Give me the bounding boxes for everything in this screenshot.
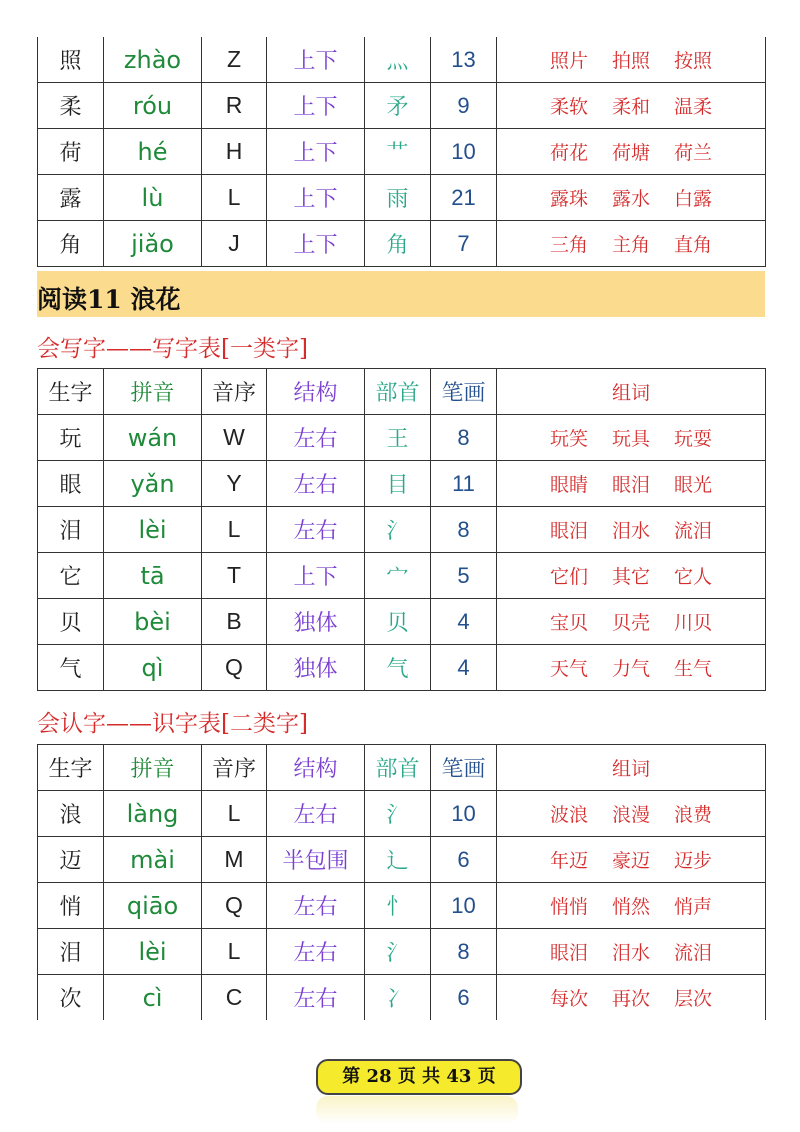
header-strokes: 笔画: [431, 745, 497, 791]
cell-char: 角: [38, 221, 104, 267]
cell-order: H: [202, 129, 267, 175]
char-table-write: [37, 368, 766, 691]
cell-char: 露: [38, 175, 104, 221]
section-write-title: 会写字——写字表[一类字]: [37, 336, 308, 362]
cell-radical: 氵: [365, 929, 431, 975]
cell-pinyin: qiāo: [104, 883, 202, 929]
cell-pinyin: lèi: [104, 929, 202, 975]
page-indicator-reflection: [316, 1096, 518, 1124]
word-item: 每次: [549, 988, 588, 1010]
cell-structure: 上下: [267, 553, 365, 599]
header-radical: 部首: [365, 745, 431, 791]
word-item: 泪水: [611, 942, 650, 964]
table-row: [38, 791, 766, 837]
word-item: 天气: [549, 658, 588, 680]
cell-char: 贝: [38, 599, 104, 645]
word-item: 宝贝: [549, 612, 588, 634]
cell-words: [497, 975, 766, 1021]
header-order: 音序: [202, 745, 267, 791]
cell-strokes: 8: [431, 415, 497, 461]
cell-words: [497, 791, 766, 837]
word-item: 玩具: [611, 428, 650, 450]
cell-order: L: [202, 791, 267, 837]
word-item: 眼泪: [549, 942, 588, 964]
cell-radical: 灬: [365, 37, 431, 83]
cell-char: 照: [38, 37, 104, 83]
cell-structure: 左右: [267, 883, 365, 929]
cell-words: [497, 553, 766, 599]
word-item: 迈步: [674, 850, 713, 872]
cell-order: Q: [202, 645, 267, 691]
word-item: 悄声: [674, 896, 713, 918]
cell-pinyin: mài: [104, 837, 202, 883]
cell-strokes: 4: [431, 599, 497, 645]
word-item: 照片: [549, 50, 588, 72]
word-item: 其它: [611, 566, 650, 588]
header-char: 生字: [38, 369, 104, 415]
cell-radical: 宀: [365, 553, 431, 599]
cell-words: [497, 461, 766, 507]
cell-order: L: [202, 507, 267, 553]
cell-pinyin: qì: [104, 645, 202, 691]
cell-strokes: 11: [431, 461, 497, 507]
cell-structure: 上下: [267, 129, 365, 175]
cell-order: R: [202, 83, 267, 129]
word-item: 三角: [549, 234, 588, 256]
cell-structure: 独体: [267, 645, 365, 691]
cell-order: B: [202, 599, 267, 645]
word-item: 白露: [674, 188, 713, 210]
word-item: 眼光: [674, 474, 713, 496]
cell-char: 气: [38, 645, 104, 691]
cell-pinyin: róu: [104, 83, 202, 129]
word-item: 层次: [674, 988, 713, 1010]
cell-words: [497, 599, 766, 645]
word-item: 浪费: [674, 804, 713, 826]
cell-pinyin: jiǎo: [104, 221, 202, 267]
cell-pinyin: yǎn: [104, 461, 202, 507]
word-item: 荷花: [549, 142, 588, 164]
cell-char: 玩: [38, 415, 104, 461]
char-table-read: [37, 744, 766, 1020]
cell-radical: 艹: [365, 129, 431, 175]
word-item: 力气: [611, 658, 650, 680]
word-item: 眼泪: [611, 474, 650, 496]
table-body: [38, 369, 766, 691]
cell-words: [497, 415, 766, 461]
cell-order: J: [202, 221, 267, 267]
word-item: 柔和: [611, 96, 650, 118]
word-item: 泪水: [611, 520, 650, 542]
table-header-row: [38, 745, 766, 791]
word-item: 贝壳: [611, 612, 650, 634]
table-row: [38, 175, 766, 221]
cell-structure: 半包围: [267, 837, 365, 883]
cell-char: 它: [38, 553, 104, 599]
table-row: [38, 129, 766, 175]
cell-structure: 上下: [267, 83, 365, 129]
word-item: 它们: [549, 566, 588, 588]
header-strokes: 笔画: [431, 369, 497, 415]
header-pinyin: 拼音: [104, 745, 202, 791]
lesson-title: 阅读11 浪花: [37, 285, 181, 314]
cell-char: 迈: [38, 837, 104, 883]
cell-order: C: [202, 975, 267, 1021]
cell-order: T: [202, 553, 267, 599]
word-item: 川贝: [674, 612, 713, 634]
cell-strokes: 13: [431, 37, 497, 83]
cell-radical: 氵: [365, 791, 431, 837]
word-item: 再次: [611, 988, 650, 1010]
cell-words: [497, 883, 766, 929]
cell-pinyin: wán: [104, 415, 202, 461]
word-item: 露珠: [549, 188, 588, 210]
cell-radical: 角: [365, 221, 431, 267]
cell-radical: 王: [365, 415, 431, 461]
table-row: [38, 221, 766, 267]
word-item: 流泪: [674, 520, 713, 542]
table-row: [38, 415, 766, 461]
word-item: 波浪: [549, 804, 588, 826]
table-row: [38, 37, 766, 83]
cell-pinyin: làng: [104, 791, 202, 837]
cell-words: [497, 37, 766, 83]
cell-pinyin: bèi: [104, 599, 202, 645]
cell-radical: 矛: [365, 83, 431, 129]
cell-structure: 左右: [267, 461, 365, 507]
header-char: 生字: [38, 745, 104, 791]
cell-strokes: 6: [431, 975, 497, 1021]
header-pinyin: 拼音: [104, 369, 202, 415]
cell-words: [497, 837, 766, 883]
cell-pinyin: lèi: [104, 507, 202, 553]
table-row: [38, 645, 766, 691]
header-order: 音序: [202, 369, 267, 415]
table-row: [38, 599, 766, 645]
word-item: 它人: [674, 566, 713, 588]
cell-words: [497, 929, 766, 975]
word-item: 按照: [674, 50, 713, 72]
header-words: 组词: [497, 745, 766, 791]
word-item: 露水: [611, 188, 650, 210]
cell-pinyin: cì: [104, 975, 202, 1021]
header-radical: 部首: [365, 369, 431, 415]
cell-words: [497, 221, 766, 267]
word-item: 悄然: [611, 896, 650, 918]
table-header-row: [38, 369, 766, 415]
cell-order: Z: [202, 37, 267, 83]
word-item: 直角: [674, 234, 713, 256]
table-body: [38, 745, 766, 1021]
cell-char: 悄: [38, 883, 104, 929]
cell-strokes: 4: [431, 645, 497, 691]
header-structure: 结构: [267, 369, 365, 415]
cell-radical: 目: [365, 461, 431, 507]
cell-radical: 雨: [365, 175, 431, 221]
cell-order: Y: [202, 461, 267, 507]
table-row: [38, 507, 766, 553]
cell-strokes: 9: [431, 83, 497, 129]
word-item: 荷兰: [674, 142, 713, 164]
table-row: [38, 553, 766, 599]
cell-char: 次: [38, 975, 104, 1021]
cell-words: [497, 645, 766, 691]
cell-radical: 冫: [365, 975, 431, 1021]
table-row: [38, 929, 766, 975]
cell-order: M: [202, 837, 267, 883]
word-item: 柔软: [549, 96, 588, 118]
page-indicator: 第 28 页 共 43 页: [316, 1059, 522, 1095]
cell-pinyin: hé: [104, 129, 202, 175]
word-item: 温柔: [674, 96, 713, 118]
cell-char: 浪: [38, 791, 104, 837]
cell-structure: 左右: [267, 929, 365, 975]
cell-radical: 氵: [365, 507, 431, 553]
cell-words: [497, 129, 766, 175]
cell-order: W: [202, 415, 267, 461]
cell-strokes: 7: [431, 221, 497, 267]
cell-pinyin: tā: [104, 553, 202, 599]
cell-strokes: 10: [431, 129, 497, 175]
header-structure: 结构: [267, 745, 365, 791]
cell-radical: 辶: [365, 837, 431, 883]
word-item: 豪迈: [611, 850, 650, 872]
cell-strokes: 10: [431, 883, 497, 929]
cell-structure: 上下: [267, 37, 365, 83]
cell-structure: 左右: [267, 975, 365, 1021]
cell-radical: 忄: [365, 883, 431, 929]
cell-radical: 贝: [365, 599, 431, 645]
word-item: 生气: [674, 658, 713, 680]
section-read-title: 会认字——识字表[二类字]: [37, 711, 308, 737]
cell-strokes: 21: [431, 175, 497, 221]
word-item: 年迈: [549, 850, 588, 872]
cell-structure: 左右: [267, 507, 365, 553]
cell-char: 眼: [38, 461, 104, 507]
word-item: 悄悄: [549, 896, 588, 918]
cell-char: 泪: [38, 507, 104, 553]
table-row: [38, 461, 766, 507]
word-item: 拍照: [611, 50, 650, 72]
char-table-top: [37, 37, 766, 267]
cell-char: 柔: [38, 83, 104, 129]
word-item: 主角: [611, 234, 650, 256]
table-body: [38, 37, 766, 267]
cell-structure: 上下: [267, 221, 365, 267]
word-item: 眼泪: [549, 520, 588, 542]
cell-words: [497, 83, 766, 129]
cell-words: [497, 507, 766, 553]
cell-pinyin: zhào: [104, 37, 202, 83]
table-row: [38, 883, 766, 929]
table-row: [38, 837, 766, 883]
cell-strokes: 8: [431, 929, 497, 975]
table-row: [38, 83, 766, 129]
cell-structure: 左右: [267, 791, 365, 837]
cell-strokes: 6: [431, 837, 497, 883]
cell-pinyin: lù: [104, 175, 202, 221]
word-item: 眼睛: [549, 474, 588, 496]
cell-radical: 气: [365, 645, 431, 691]
cell-structure: 独体: [267, 599, 365, 645]
cell-order: Q: [202, 883, 267, 929]
cell-strokes: 10: [431, 791, 497, 837]
cell-char: 荷: [38, 129, 104, 175]
cell-char: 泪: [38, 929, 104, 975]
cell-structure: 左右: [267, 415, 365, 461]
cell-order: L: [202, 175, 267, 221]
word-item: 流泪: [674, 942, 713, 964]
table-row: [38, 975, 766, 1021]
word-item: 浪漫: [611, 804, 650, 826]
cell-structure: 上下: [267, 175, 365, 221]
cell-strokes: 5: [431, 553, 497, 599]
word-item: 玩笑: [549, 428, 588, 450]
cell-words: [497, 175, 766, 221]
word-item: 玩耍: [674, 428, 713, 450]
word-item: 荷塘: [611, 142, 650, 164]
cell-order: L: [202, 929, 267, 975]
header-words: 组词: [497, 369, 766, 415]
cell-strokes: 8: [431, 507, 497, 553]
